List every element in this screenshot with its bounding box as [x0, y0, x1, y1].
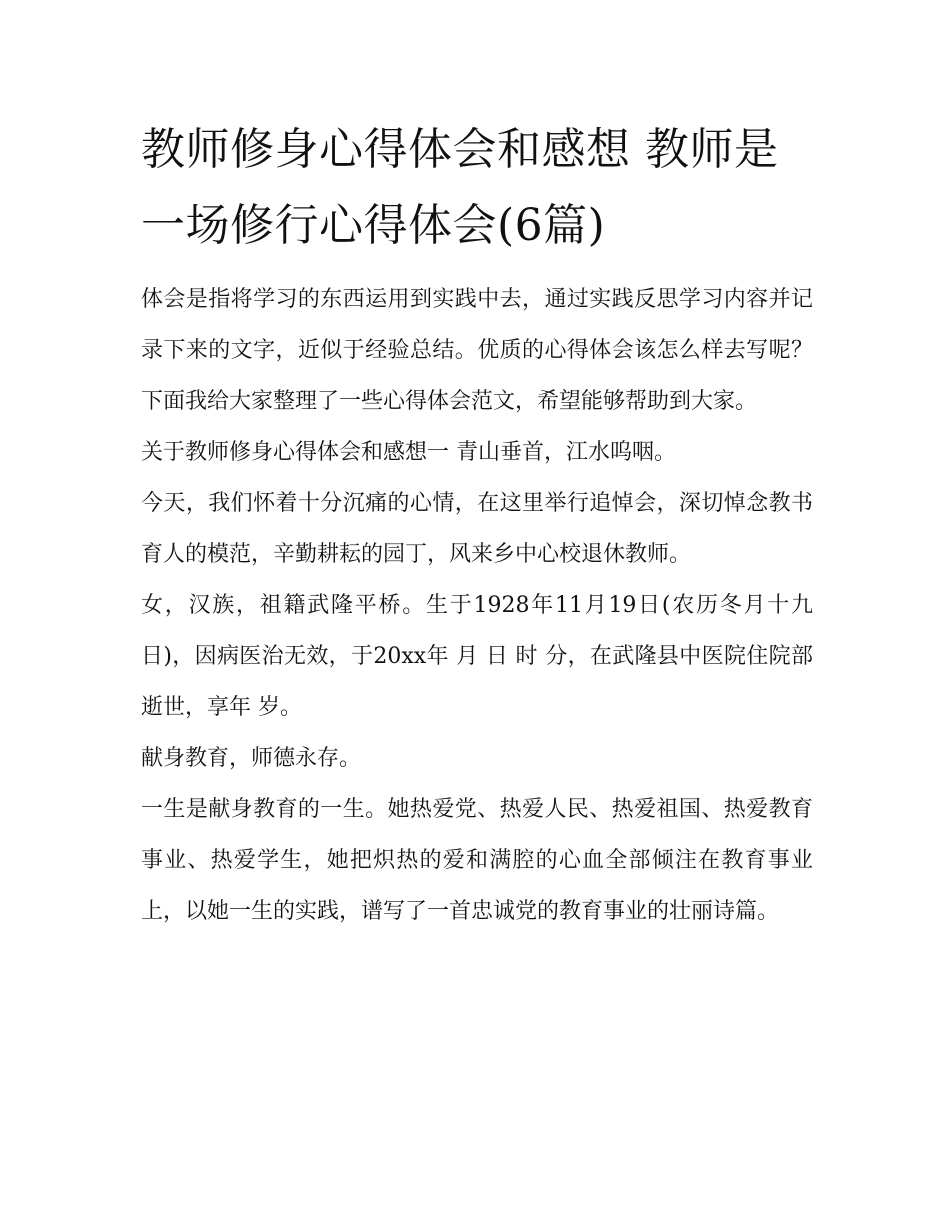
paragraph-dedication: 献身教育，师德永存。: [141, 746, 362, 771]
paragraph-section-heading: 关于教师修身心得体会和感想一 青山垂首，江水呜咽。: [141, 440, 676, 465]
paragraph-life: 一生是献身教育的一生。她热爱党、热爱人民、热爱祖国、热爱教育事业、热爱学生，她把炽热的爱和满腔的心血全部倾注在教育事业上，以她一生的实践，谱写了一首忠诚党的教育事业的壮丽诗篇。: [141, 797, 813, 924]
paragraph-memorial: 今天，我们怀着十分沉痛的心情，在这里举行追悼会，深切悼念教书育人的模范，辛勤耕耘的园丁，风来乡中心校退休教师。: [141, 491, 813, 567]
paragraph-intro: 体会是指将学习的东西运用到实践中去，通过实践反思学习内容并记录下来的文字，近似于经验总结。优质的心得体会该怎么样去写呢？下面我给大家整理了一些心得体会范文，希望能够帮助到大家。: [141, 287, 813, 414]
paragraph-biography: 女，汉族，祖籍武隆平桥。生于1928年11月19日(农历冬月十九日)，因病医治无效，于20xx年 月 日 时 分，在武隆县中医院住院部逝世，享年 岁。: [141, 593, 813, 720]
document-page: [141, 112, 813, 937]
document-title: 教师修身心得体会和感想 教师是一场修行心得体会(6篇): [141, 124, 779, 251]
